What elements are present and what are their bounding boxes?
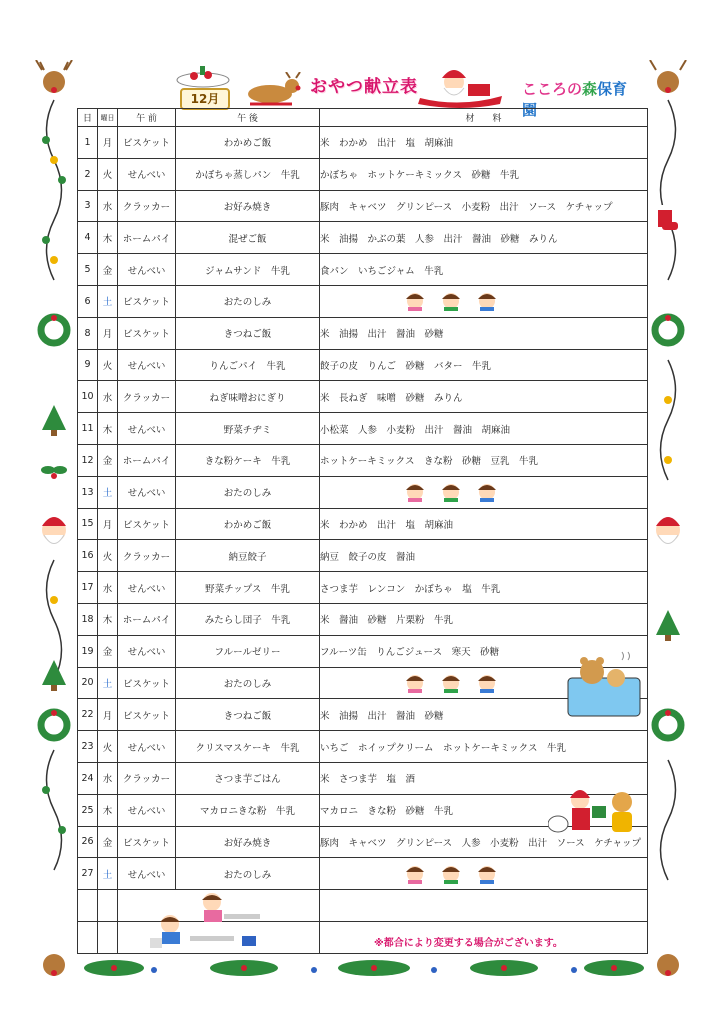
- weekday-cell: 月: [98, 508, 118, 540]
- change-notice: ※都合により変更する場合がございます。: [374, 938, 563, 949]
- pm-snack-cell: きつねご飯: [176, 699, 320, 731]
- page-title: おやつ献立表: [310, 77, 418, 97]
- day-cell: 26: [78, 826, 98, 858]
- ingredients-cell: 米 さつま芋 塩 酒: [320, 762, 648, 794]
- pm-snack-cell: クリスマスケーキ 牛乳: [176, 731, 320, 763]
- table-row: [78, 476, 648, 508]
- table-row: [78, 635, 648, 667]
- am-snack-cell: せんべい: [118, 158, 176, 190]
- child-face-icon: [470, 864, 504, 884]
- table-row: [78, 572, 648, 604]
- wreath-icon: [655, 315, 681, 343]
- day-cell: 3: [78, 190, 98, 222]
- ingredients-cell: フルーツ缶 りんごジュース 寒天 砂糖: [320, 635, 648, 667]
- table-row: [78, 444, 648, 476]
- day-cell: 8: [78, 317, 98, 349]
- weekday-cell: 水: [98, 190, 118, 222]
- child-face-icon: [470, 673, 504, 693]
- santa-and-bear-icon: [548, 786, 642, 834]
- table-row: [78, 699, 648, 731]
- wreath-icon: [41, 315, 67, 343]
- empty-cell: [98, 921, 118, 953]
- day-cell: 22: [78, 699, 98, 731]
- day-cell: 16: [78, 540, 98, 572]
- day-cell: 19: [78, 635, 98, 667]
- children-group-icon: [398, 291, 504, 311]
- reindeer-icon: [650, 60, 686, 93]
- day-cell: 11: [78, 413, 98, 445]
- pm-snack-cell: ねぎ味噌おにぎり: [176, 381, 320, 413]
- weekday-cell: 月: [98, 127, 118, 159]
- empty-cell: [78, 921, 98, 953]
- left-christmas-border: [34, 60, 74, 990]
- day-cell: 20: [78, 667, 98, 699]
- pm-snack-cell: 混ぜご飯: [176, 222, 320, 254]
- table-row: [78, 667, 648, 699]
- day-cell: 9: [78, 349, 98, 381]
- reindeer-icon: [657, 954, 679, 976]
- am-snack-cell: ビスケット: [118, 127, 176, 159]
- am-snack-cell: せんべい: [118, 635, 176, 667]
- child-face-icon: [398, 291, 432, 311]
- table-row: [78, 603, 648, 635]
- ingredients-cell: 餃子の皮 りんご 砂糖 バター 牛乳: [320, 349, 648, 381]
- column-header-ingredients: 材 料: [320, 109, 648, 127]
- am-snack-cell: ビスケット: [118, 508, 176, 540]
- reindeer-icon: [43, 954, 65, 976]
- pm-snack-cell: わかめご飯: [176, 508, 320, 540]
- wreath-icon: [655, 710, 681, 738]
- ingredients-cell: ホットケーキミックス きな粉 砂糖 豆乳 牛乳: [320, 444, 648, 476]
- pm-snack-cell: りんごパイ 牛乳: [176, 349, 320, 381]
- table-row: [78, 285, 648, 317]
- day-cell: 18: [78, 603, 98, 635]
- weekday-cell: 土: [98, 667, 118, 699]
- holly-garland-decoration: [74, 956, 654, 980]
- pm-snack-cell: 納豆餃子: [176, 540, 320, 572]
- children-group-icon: [398, 482, 504, 502]
- am-snack-cell: ビスケット: [118, 699, 176, 731]
- empty-cell: [320, 890, 648, 922]
- wreath-icon: [41, 710, 67, 738]
- child-face-icon: [398, 673, 432, 693]
- pm-snack-cell: おたのしみ: [176, 285, 320, 317]
- table-header-row: [78, 109, 648, 127]
- pm-snack-cell: マカロニきな粉 牛乳: [176, 794, 320, 826]
- am-snack-cell: ビスケット: [118, 667, 176, 699]
- pm-snack-cell: さつま芋ごはん: [176, 762, 320, 794]
- weekday-cell: 金: [98, 635, 118, 667]
- child-face-icon: [434, 673, 468, 693]
- table-row: [78, 158, 648, 190]
- weekday-cell: 土: [98, 858, 118, 890]
- day-cell: 6: [78, 285, 98, 317]
- child-face-icon: [470, 291, 504, 311]
- weekday-cell: 木: [98, 794, 118, 826]
- event-illustration-cell: [320, 858, 648, 890]
- weekday-cell: 火: [98, 540, 118, 572]
- am-snack-cell: せんべい: [118, 572, 176, 604]
- day-cell: 1: [78, 127, 98, 159]
- tree-icon: [42, 405, 66, 436]
- empty-cell: [78, 890, 98, 922]
- child-face-icon: [398, 864, 432, 884]
- table-row: [78, 317, 648, 349]
- am-snack-cell: せんべい: [118, 254, 176, 286]
- santa-face-icon: [656, 517, 680, 544]
- table-row: [78, 349, 648, 381]
- weekday-cell: 木: [98, 603, 118, 635]
- pm-snack-cell: 野菜チップス 牛乳: [176, 572, 320, 604]
- day-cell: 27: [78, 858, 98, 890]
- weekday-cell: 水: [98, 381, 118, 413]
- ingredients-cell: 米 油揚 出汁 醤油 砂糖: [320, 699, 648, 731]
- child-face-icon: [434, 864, 468, 884]
- weekday-cell: 火: [98, 731, 118, 763]
- table-row: [78, 413, 648, 445]
- column-header-day: 日: [78, 109, 98, 127]
- pm-snack-cell: きつねご飯: [176, 317, 320, 349]
- weekday-cell: 月: [98, 317, 118, 349]
- weekday-cell: 火: [98, 158, 118, 190]
- am-snack-cell: せんべい: [118, 413, 176, 445]
- weekday-cell: 木: [98, 413, 118, 445]
- ingredients-cell: 米 わかめ 出汁 塩 胡麻油: [320, 127, 648, 159]
- column-header-weekday: 曜日: [98, 109, 118, 127]
- weekday-cell: 土: [98, 476, 118, 508]
- children-group-icon: [398, 673, 504, 693]
- weekday-cell: 火: [98, 349, 118, 381]
- ingredients-cell: いちご ホイップクリーム ホットケーキミックス 牛乳: [320, 731, 648, 763]
- ingredients-cell: 小松菜 人参 小麦粉 出汁 醤油 胡麻油: [320, 413, 648, 445]
- pm-snack-cell: おたのしみ: [176, 667, 320, 699]
- am-snack-cell: ホームパイ: [118, 444, 176, 476]
- table-row: [78, 858, 648, 890]
- day-cell: 17: [78, 572, 98, 604]
- stocking-icon: [658, 205, 678, 230]
- ingredients-cell: 豚肉 キャベツ グリンピース 小麦粉 出汁 ソース ケチャップ: [320, 190, 648, 222]
- table-row: [78, 254, 648, 286]
- school-name: こころの森保育園: [522, 80, 628, 119]
- tree-icon: [656, 610, 680, 641]
- kids-cleaning-icon: [150, 890, 270, 950]
- day-cell: 13: [78, 476, 98, 508]
- reindeer-icon: [36, 60, 72, 93]
- pm-snack-cell: お好み焼き: [176, 190, 320, 222]
- weekday-cell: 金: [98, 254, 118, 286]
- event-illustration-cell: [320, 285, 648, 317]
- pm-snack-cell: みたらし団子 牛乳: [176, 603, 320, 635]
- ingredients-cell: 豚肉 キャベツ グリンピース 人参 小麦粉 出汁 ソース ケチャップ: [320, 826, 648, 858]
- am-snack-cell: クラッカー: [118, 762, 176, 794]
- pm-snack-cell: きな粉ケーキ 牛乳: [176, 444, 320, 476]
- pm-snack-cell: おたのしみ: [176, 858, 320, 890]
- ingredients-cell: かぼちゃ ホットケーキミックス 砂糖 牛乳: [320, 158, 648, 190]
- am-snack-cell: せんべい: [118, 731, 176, 763]
- day-cell: 24: [78, 762, 98, 794]
- santa-face-icon: [42, 517, 66, 544]
- ingredients-cell: 納豆 餃子の皮 醤油: [320, 540, 648, 572]
- am-snack-cell: クラッカー: [118, 190, 176, 222]
- day-cell: 5: [78, 254, 98, 286]
- column-header-pm: 午 後: [176, 109, 320, 127]
- am-snack-cell: ビスケット: [118, 285, 176, 317]
- am-snack-cell: ビスケット: [118, 826, 176, 858]
- am-snack-cell: せんべい: [118, 349, 176, 381]
- ingredients-cell: マカロニ きな粉 砂糖 牛乳: [320, 794, 648, 826]
- am-snack-cell: せんべい: [118, 794, 176, 826]
- am-snack-cell: ホームパイ: [118, 222, 176, 254]
- empty-cell: [98, 890, 118, 922]
- weekday-cell: 土: [98, 285, 118, 317]
- day-cell: 25: [78, 794, 98, 826]
- weekday-cell: 水: [98, 572, 118, 604]
- table-row: [78, 127, 648, 159]
- reindeer-sleigh-icon: [242, 72, 308, 108]
- table-row: [78, 731, 648, 763]
- table-row: [78, 222, 648, 254]
- pm-snack-cell: わかめご飯: [176, 127, 320, 159]
- santa-sleigh-icon: [410, 68, 510, 108]
- event-illustration-cell: [320, 476, 648, 508]
- am-snack-cell: クラッカー: [118, 540, 176, 572]
- pm-snack-cell: おたのしみ: [176, 476, 320, 508]
- day-cell: 2: [78, 158, 98, 190]
- right-christmas-border: [648, 60, 688, 990]
- ingredients-cell: 米 わかめ 出汁 塩 胡麻油: [320, 508, 648, 540]
- am-snack-cell: クラッカー: [118, 381, 176, 413]
- child-face-icon: [470, 482, 504, 502]
- am-snack-cell: せんべい: [118, 476, 176, 508]
- weekday-cell: 金: [98, 826, 118, 858]
- ingredients-cell: 食パン いちごジャム 牛乳: [320, 254, 648, 286]
- weekday-cell: 水: [98, 762, 118, 794]
- day-cell: 4: [78, 222, 98, 254]
- child-face-icon: [434, 482, 468, 502]
- month-label: 12月: [180, 88, 230, 110]
- weekday-cell: 木: [98, 222, 118, 254]
- pm-snack-cell: フルールゼリー: [176, 635, 320, 667]
- weekday-cell: 月: [98, 699, 118, 731]
- pm-snack-cell: 野菜チヂミ: [176, 413, 320, 445]
- ingredients-cell: 米 油揚 かぶの葉 人参 出汁 醤油 砂糖 みりん: [320, 222, 648, 254]
- pm-snack-cell: お好み焼き: [176, 826, 320, 858]
- table-row: [78, 540, 648, 572]
- ingredients-cell: 米 長ねぎ 味噌 砂糖 みりん: [320, 381, 648, 413]
- day-cell: 15: [78, 508, 98, 540]
- ingredients-cell: さつま芋 レンコン かぼちゃ 塩 牛乳: [320, 572, 648, 604]
- table-row: [78, 508, 648, 540]
- tree-icon: [42, 660, 66, 691]
- holly-icon: [41, 466, 67, 479]
- ingredients-cell: 米 醤油 砂糖 片栗粉 牛乳: [320, 603, 648, 635]
- pm-snack-cell: かぼちゃ蒸しパン 牛乳: [176, 158, 320, 190]
- ingredients-cell: 米 油揚 出汁 醤油 砂糖: [320, 317, 648, 349]
- table-row: [78, 381, 648, 413]
- am-snack-cell: ホームパイ: [118, 603, 176, 635]
- pm-snack-cell: ジャムサンド 牛乳: [176, 254, 320, 286]
- day-cell: 10: [78, 381, 98, 413]
- bears-bathing-icon: [566, 648, 642, 718]
- am-snack-cell: ビスケット: [118, 317, 176, 349]
- day-cell: 12: [78, 444, 98, 476]
- weekday-cell: 金: [98, 444, 118, 476]
- am-snack-cell: せんべい: [118, 858, 176, 890]
- column-header-am: 午 前: [118, 109, 176, 127]
- child-face-icon: [398, 482, 432, 502]
- table-row: [78, 190, 648, 222]
- children-group-icon: [398, 864, 504, 884]
- child-face-icon: [434, 291, 468, 311]
- day-cell: 23: [78, 731, 98, 763]
